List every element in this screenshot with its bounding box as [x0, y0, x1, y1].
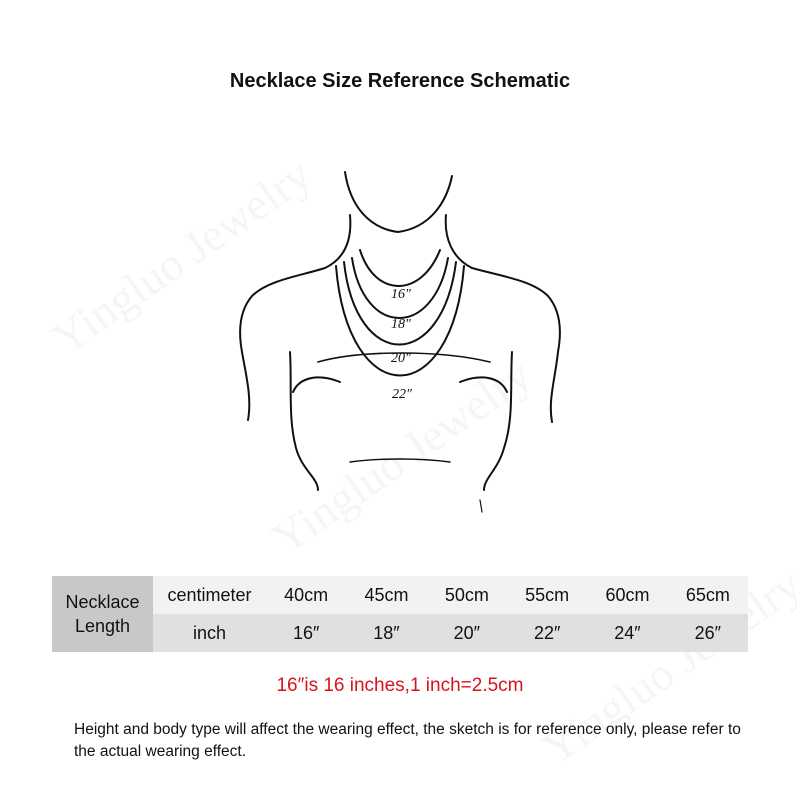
- table-header: Necklace Length: [52, 576, 153, 652]
- waist-mark: [480, 500, 482, 512]
- unit-inch: inch: [153, 614, 266, 652]
- chin-outline: [345, 172, 452, 232]
- disclaimer-text: Height and body type will affect the wearing effect, the sketch is for reference only, please refer to the actual wearing effect.: [74, 721, 741, 760]
- cm-value: 45cm: [346, 576, 426, 614]
- neck-left: [325, 215, 350, 268]
- label-16: 16": [391, 287, 411, 302]
- neck-right: [446, 215, 472, 268]
- cm-value: 40cm: [266, 576, 346, 614]
- torso-left: [290, 352, 318, 490]
- torso-right: [484, 352, 512, 490]
- bust-left: [293, 377, 340, 392]
- size-table: [52, 576, 748, 652]
- inch-value: 26″: [668, 614, 748, 652]
- label-18: 18": [391, 317, 411, 332]
- cm-value: 65cm: [668, 576, 748, 614]
- page-title: Necklace Size Reference Schematic: [229, 70, 571, 92]
- arm-right: [551, 352, 558, 422]
- table-row-cm: [52, 576, 748, 614]
- inch-value: 22″: [507, 614, 587, 652]
- waist-line: [350, 459, 450, 462]
- label-22: 22": [392, 387, 412, 402]
- inch-value: 16″: [266, 614, 346, 652]
- conversion-note: 16″is 16 inches,1 inch=2.5cm: [276, 675, 524, 696]
- shoulder-right: [472, 268, 560, 352]
- label-20: 20": [391, 351, 411, 366]
- cm-value: 55cm: [507, 576, 587, 614]
- necklace-16: [360, 250, 440, 286]
- table-row-inch: [52, 614, 748, 652]
- unit-cm: centimeter: [153, 576, 266, 614]
- necklace-20: [344, 262, 456, 345]
- shoulder-left: [240, 268, 325, 352]
- bust-right: [460, 377, 507, 392]
- inch-value: 20″: [427, 614, 507, 652]
- inch-value: 24″: [587, 614, 667, 652]
- cm-value: 50cm: [427, 576, 507, 614]
- arm-left: [242, 352, 249, 420]
- inch-value: 18″: [346, 614, 426, 652]
- cm-value: 60cm: [587, 576, 667, 614]
